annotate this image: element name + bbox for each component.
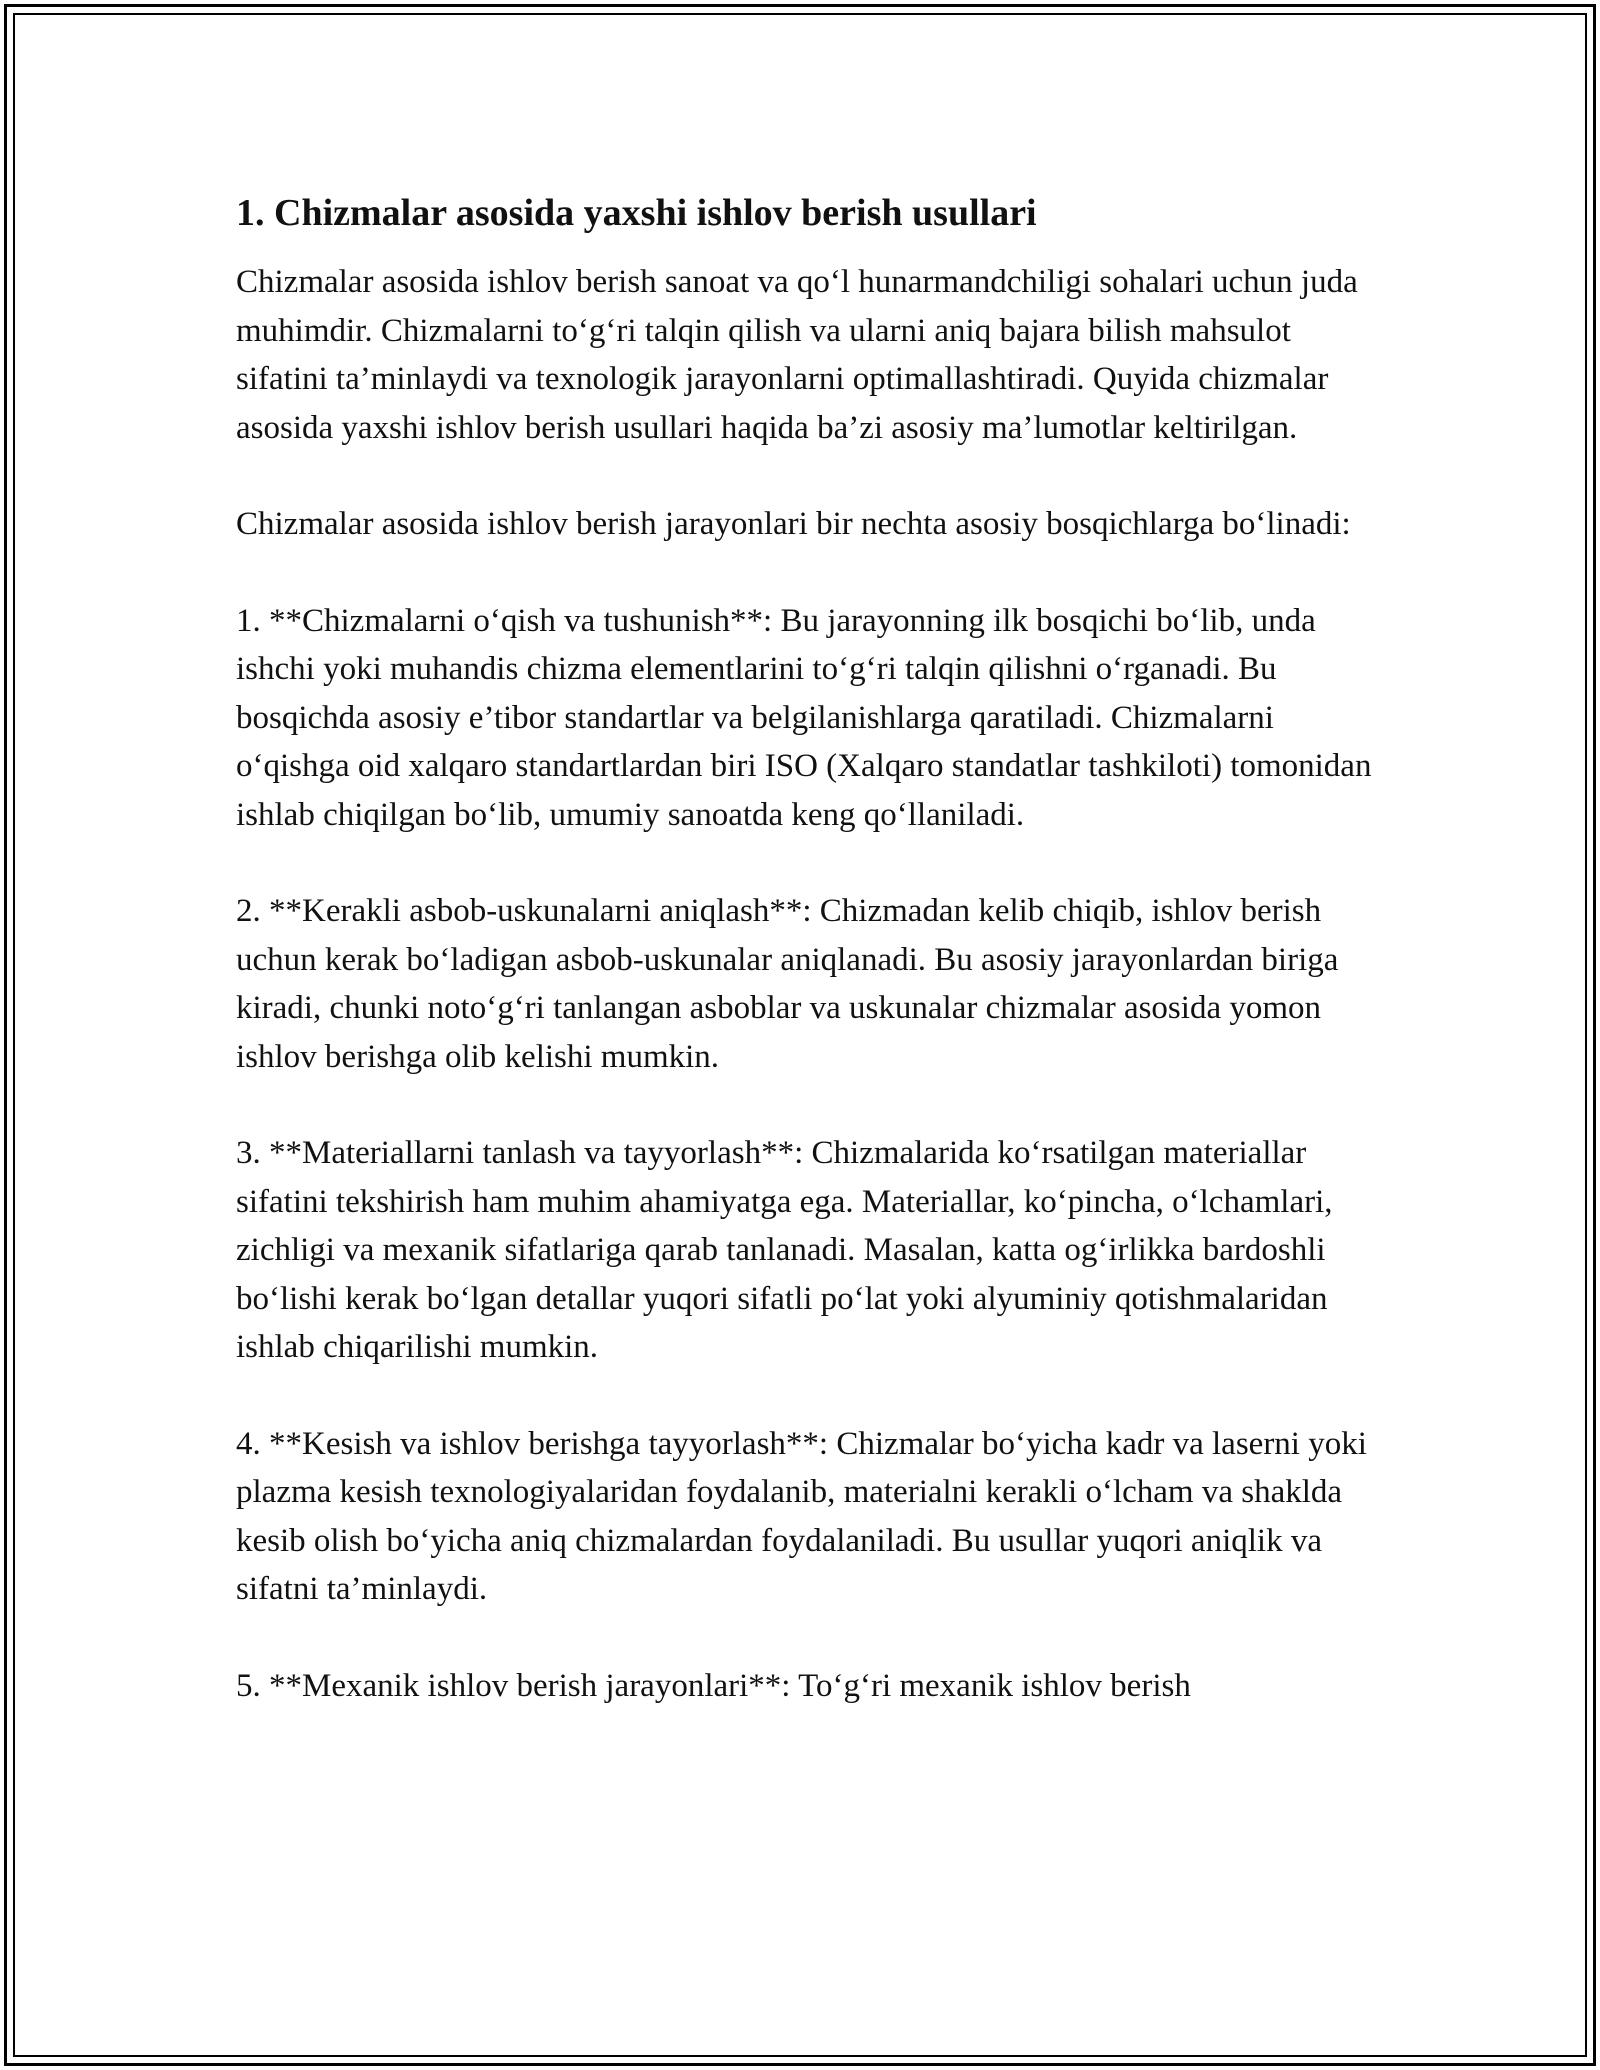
intro-paragraph: Chizmalar asosida ishlov berish sanoat va qo‘l hunarmandchiligi sohalari uchun juda muhimdir. Chizmalarni to‘g‘ri talqin qilish va ularni aniq bajara bilish mahsulot sifatini ta’minlaydi va texnologik jarayonlarni optimallashtiradi. Quyida chizmalar asosida yaxshi ishlov berish usullari haqida ba’zi asosiy ma’lumotlar keltirilgan. [236, 264, 1358, 446]
step-4-paragraph: 4. **Kesish va ishlov berishga tayyorlash**: Chizmalar bo‘yicha kadr va laserni yoki plazma kesish texnologiyalaridan foydalanib, materialni kerakli o‘lcham va shaklda kesib olish bo‘yicha aniq chizmalardan foydalaniladi. Bu usullar yuqori aniqlik va sifatni ta’minlaydi. [236, 1425, 1367, 1607]
step-3-paragraph: 3. **Materiallarni tanlash va tayyorlash**: Chizmalarida ko‘rsatilgan materiallar sifatini tekshirish ham muhim ahamiyatga ega. Materiallar, ko‘pincha, o‘lchamlari, zichligi va mexanik sifatlariga qarab tanlanadi. Masalan, katta og‘irlikka bardoshli bo‘lishi kerak bo‘lgan detallar yuqori sifatli po‘lat yoki alyuminiy qotishmalaridan ishlab chiqarilishi mumkin. [236, 1135, 1333, 1365]
step-1-paragraph: 1. **Chizmalarni o‘qish va tushunish**: Bu jarayonning ilk bosqichi bo‘lib, unda ishchi yoki muhandis chizma elementlarini to‘g‘ri talqin qilishni o‘rganadi. Bu bosqichda asosiy e’tibor standartlar va belgilanishlarga qaratiladi. Chizmalarni o‘qishga oid xalqaro standartlardan biri ISO (Xalqaro standatlar tashkiloti) tomonidan ishlab chiqilgan bo‘lib, umumiy sanoatda keng qo‘llaniladi. [236, 602, 1372, 833]
step-5-paragraph: 5. **Mexanik ishlov berish jarayonlari**: To‘g‘ri mexanik ishlov berish [236, 1667, 1191, 1704]
step-2-paragraph: 2. **Kerakli asbob-uskunalarni aniqlash**: Chizmadan kelib chiqib, ishlov berish uchun kerak bo‘ladigan asbob-uskunalar aniqlanadi. Bu asosiy jarayonlardan biriga kiradi, chunki noto‘g‘ri tanlangan asboblar va uskunalar chizmalar asosida yomon ishlov berishga olib kelishi mumkin. [236, 893, 1339, 1075]
stages-intro-paragraph: Chizmalar asosida ishlov berish jarayonlari bir nechta asosiy bosqichlarga bo‘linadi: [236, 506, 1351, 542]
page-title: 1. Chizmalar asosida yaxshi ishlov berish usullari [236, 192, 1037, 234]
document-body [236, 186, 1376, 1710]
